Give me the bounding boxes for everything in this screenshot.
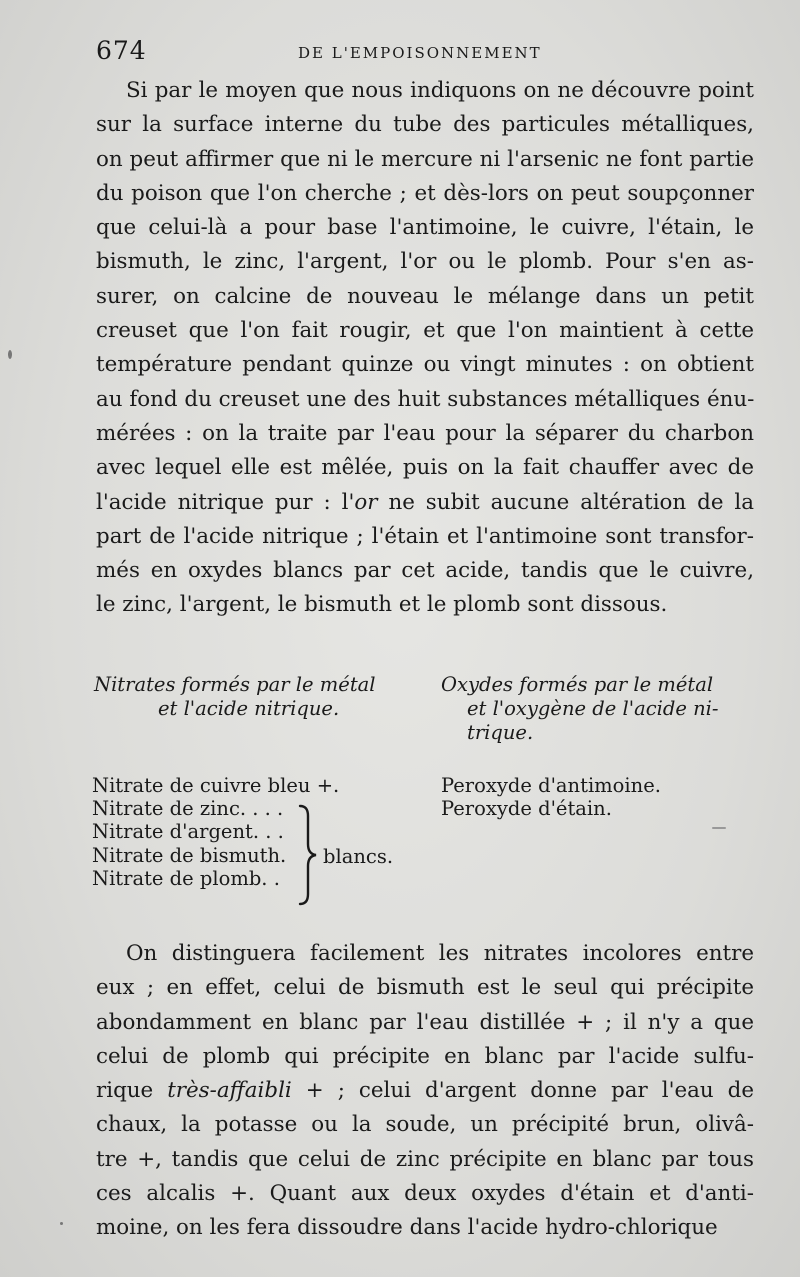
oxydes-list	[441, 774, 771, 820]
paper-speck	[8, 350, 12, 359]
page-header	[96, 36, 756, 66]
text-line: mérées : on la traite par l'eau pour la séparer du charbon	[96, 420, 754, 446]
text-fragment: l'acide nitrique pur : l'	[96, 489, 355, 515]
list-item: Nitrate de zinc. . . .	[92, 797, 284, 821]
text-line: creuset que l'on fait rougir, et que l'on maintient à cette	[96, 318, 754, 344]
heading-line: et l'oxygène de l'acide ni-	[467, 697, 719, 720]
text-fragment: + ; celui d'argent donne par l'eau de	[291, 1078, 754, 1104]
text-line: avec lequel elle est mêlée, puis on la fait chauffer avec de	[96, 455, 754, 481]
paper-speck	[712, 827, 726, 829]
list-item: Nitrate d'argent. . .	[92, 820, 284, 844]
list-item: Nitrate de plomb. .	[92, 866, 280, 890]
heading-line: et l'acide nitrique.	[158, 697, 340, 720]
text-line: abondamment en blanc par l'eau distillée + ; il n'y a que	[96, 1009, 754, 1035]
list-item: Nitrate de cuivre bleu +.	[92, 774, 340, 797]
oxydes-column-heading	[441, 673, 761, 745]
text-line: surer, on calcine de nouveau le mélange dans un petit	[96, 283, 754, 309]
text-line: on peut affirmer que ni le mercure ni l'arsenic ne font partie	[96, 146, 754, 172]
text-line: du poison que l'on cherche ; et dès-lors on peut soupçonner	[96, 180, 754, 206]
paper-speck	[60, 1222, 63, 1225]
white-nitrates-brace	[296, 800, 416, 910]
nitrates-column-heading	[94, 673, 424, 721]
list-item: Peroxyde d'antimoine.	[441, 774, 661, 797]
text-line: On distinguera facilement les nitrates incolores entre	[126, 941, 754, 966]
text-line: eux ; en effet, celui de bismuth est le seul qui précipite	[96, 975, 754, 1001]
text-fragment: rique	[96, 1078, 168, 1104]
running-title: DE L'EMPOISONNEMENT	[298, 44, 542, 62]
text-line: au fond du creuset une des huit substances métalliques énu-	[96, 386, 755, 412]
text-line: le zinc, l'argent, le bismuth et le plomb sont dissous.	[96, 592, 668, 618]
text-line: température pendant quinze ou vingt minutes : on obtient	[96, 352, 754, 378]
text-line: Si par le moyen que nous indiquons on ne découvre point	[126, 78, 754, 103]
text-line: celui de plomb qui précipite en blanc par l'acide sulfu-	[96, 1043, 754, 1069]
paragraph-2	[96, 937, 754, 1246]
text-line: ces alcalis +. Quant aux deux oxydes d'étain et d'anti-	[96, 1181, 754, 1207]
text-line: tre +, tandis que celui de zinc précipite en blanc par tous	[96, 1146, 754, 1172]
text-line: sur la surface interne du tube des particules métalliques,	[96, 112, 754, 138]
heading-line: Oxydes formés par le métal	[441, 673, 714, 696]
text-line: part de l'acide nitrique ; l'étain et l'antimoine sont transfor-	[96, 523, 754, 549]
italic-phrase: très-affaibli	[167, 1078, 292, 1104]
heading-line: trique.	[467, 721, 534, 744]
brace-label: blancs.	[323, 845, 394, 868]
heading-line: Nitrates formés par le métal	[94, 673, 376, 696]
text-line: més en oxydes blancs par cet acide, tandis que le cuivre,	[96, 558, 754, 584]
text-fragment: ne subit aucune altération de la	[377, 489, 754, 515]
text-line: que celui-là a pour base l'antimoine, le cuivre, l'étain, le	[96, 215, 754, 241]
curly-brace-icon	[296, 800, 326, 910]
list-item: Nitrate de bismuth.	[92, 843, 287, 867]
text-line: chaux, la potasse ou la soude, un précipité brun, olivâ-	[96, 1112, 754, 1138]
text-line: bismuth, le zinc, l'argent, l'or ou le plomb. Pour s'en as-	[96, 249, 754, 275]
text-line-with-italic	[96, 1074, 754, 1108]
list-item: Peroxyde d'étain.	[441, 797, 612, 821]
page-number: 674	[96, 36, 147, 65]
paragraph-1	[96, 74, 754, 623]
italic-word: or	[354, 489, 378, 515]
text-line: moine, on les fera dissoudre dans l'acide hydro-chlorique	[96, 1215, 718, 1241]
text-line-with-italic	[96, 486, 754, 520]
